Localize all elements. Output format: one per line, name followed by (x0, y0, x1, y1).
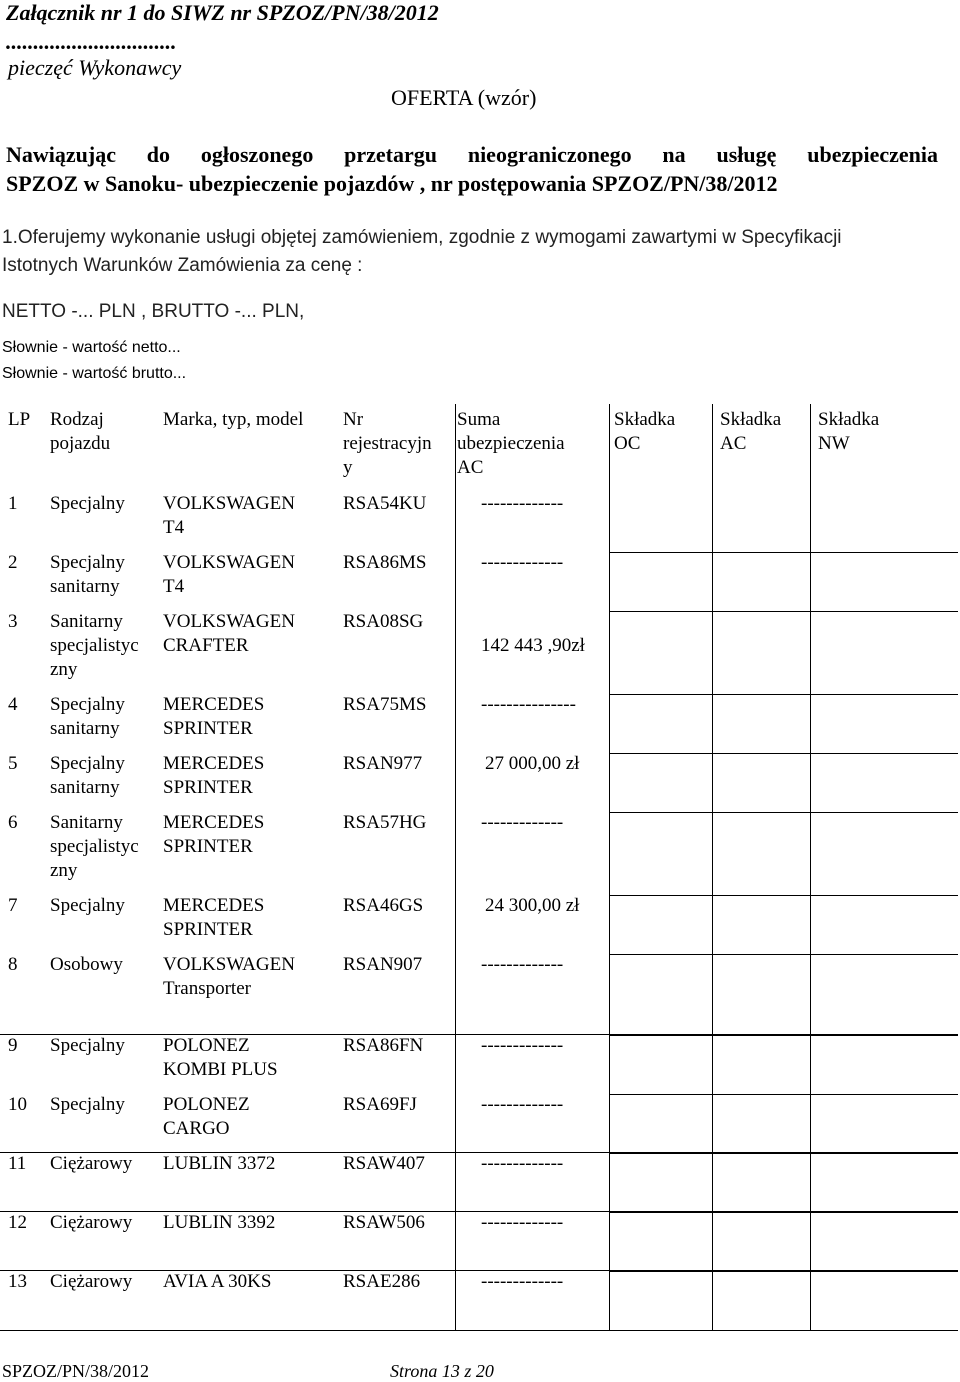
row-model (163, 953, 295, 1001)
row-vehicle-type (50, 894, 125, 918)
row-lp-line: 10 (8, 1094, 27, 1115)
premium-cell-divider (609, 812, 958, 813)
row-vehicle-type (50, 953, 123, 977)
row-model (163, 1211, 275, 1235)
row-lp-line: 13 (8, 1271, 27, 1292)
header-lp-line: LP (8, 409, 31, 430)
premium-cell-divider (609, 1330, 958, 1331)
row-lp (8, 1270, 27, 1294)
row-vehicle-type (50, 610, 139, 682)
header-ac-premium-line: Składka (720, 409, 782, 430)
row-model (163, 693, 264, 741)
header-oc-premium-line: Składka (614, 409, 676, 430)
row-model-line: Transporter (163, 978, 251, 999)
row-registration (343, 1270, 420, 1294)
row-vehicle-type-line: Ciężarowy (50, 1153, 133, 1174)
premium-cell-divider (609, 611, 958, 612)
row-lp-line: 12 (8, 1212, 27, 1233)
row-lp (8, 1034, 18, 1058)
header-registration-line: rejestracyjn (343, 433, 432, 454)
premium-cell-divider (609, 954, 958, 955)
row-model (163, 752, 264, 800)
row-sum-insured (485, 752, 579, 776)
row-lp (8, 752, 18, 776)
row-vehicle-type (50, 1034, 125, 1058)
row-lp-line: 6 (8, 812, 18, 833)
row-registration (343, 492, 426, 516)
attachment-header: Załącznik nr 1 do SIWZ nr SPZOZ/PN/38/2012 (6, 0, 439, 25)
row-model-line: SPRINTER (163, 836, 253, 857)
row-vehicle-type-line: Specjalny (50, 694, 125, 715)
row-sum-insured (481, 953, 563, 977)
row-model-line: MERCEDES (163, 812, 265, 833)
table-column-divider (810, 404, 811, 1330)
row-sum-insured-line: ------------- (481, 812, 564, 833)
row-registration-line: RSA75MS (343, 694, 427, 715)
table-column-divider (455, 404, 456, 1330)
row-registration (343, 693, 426, 717)
header-sum-insured-line: AC (457, 457, 484, 478)
row-lp (8, 953, 18, 977)
premium-cell-divider (609, 1035, 958, 1036)
header-nw-premium (818, 408, 879, 456)
row-sum-insured (481, 492, 563, 516)
premium-cell-divider (609, 1094, 958, 1095)
row-model (163, 811, 264, 859)
row-registration-line: RSAN907 (343, 954, 423, 975)
row-registration-line: RSAN977 (343, 753, 423, 774)
row-vehicle-type-line: specjalistyc (50, 836, 139, 857)
net-value-in-words: Słownie - wartość netto... (2, 339, 181, 356)
footer-doc-number: SPZOZ/PN/38/2012 (2, 1361, 150, 1381)
gross-value-in-words: Słownie - wartość brutto... (2, 365, 187, 382)
row-sum-insured (481, 1093, 563, 1117)
row-lp (8, 894, 18, 918)
row-lp-line: 4 (8, 694, 18, 715)
row-sum-insured (481, 811, 563, 835)
row-vehicle-type-line: Sanitarny (50, 611, 123, 632)
row-sum-insured-line: --------------- (481, 694, 576, 715)
row-model-line: CARGO (163, 1118, 230, 1139)
header-sum-insured-line: ubezpieczenia (457, 433, 565, 454)
header-registration-line: y (343, 457, 353, 478)
header-ac-premium (720, 408, 781, 456)
row-model (163, 1034, 278, 1082)
offer-line-2: Istotnych Warunków Zamówienia za cenę : (2, 255, 363, 276)
row-vehicle-type-line: Specjalny (50, 1094, 125, 1115)
header-vehicle-type (50, 408, 110, 456)
row-registration-line: RSA08SG (343, 611, 424, 632)
row-lp-line: 3 (8, 611, 18, 632)
vehicle-table (0, 404, 958, 1330)
row-registration (343, 551, 426, 575)
row-lp (8, 492, 18, 516)
row-vehicle-type-line: Specjalny (50, 895, 125, 916)
row-vehicle-type (50, 551, 125, 599)
row-sum-insured (481, 1270, 563, 1294)
row-vehicle-type-line: sanitarny (50, 576, 120, 597)
row-sum-insured-line: ------------- (481, 493, 564, 514)
header-lp (8, 408, 30, 432)
stamp-dots: ............................... (6, 29, 177, 54)
row-vehicle-type (50, 1211, 132, 1235)
row-lp-line: 7 (8, 895, 18, 916)
row-sum-insured-line: ------------- (481, 954, 564, 975)
row-model (163, 1270, 271, 1294)
header-registration (343, 408, 432, 480)
premium-cell-divider (609, 1212, 958, 1213)
row-lp-line: 11 (8, 1153, 27, 1174)
row-vehicle-type (50, 1152, 132, 1176)
row-sum-insured (481, 634, 585, 658)
row-model-line: CRAFTER (163, 635, 249, 656)
row-sum-insured-line: ------------- (481, 1153, 564, 1174)
table-column-divider (712, 404, 713, 1330)
header-model (163, 408, 303, 432)
row-vehicle-type (50, 693, 125, 741)
row-sum-insured-line: 24 300,00 zł (485, 895, 580, 916)
intro-line-1: Nawiązując do ogłoszonego przetargu nieograniczonego na usługę ubezpieczenia (6, 142, 938, 167)
header-registration-line: Nr (343, 409, 364, 430)
row-sum-insured-line: 27 000,00 zł (485, 753, 580, 774)
row-sum-insured-line: ------------- (481, 1212, 564, 1233)
row-vehicle-type-line: Specjalny (50, 1035, 125, 1056)
row-lp (8, 610, 18, 634)
row-model (163, 1093, 250, 1141)
row-lp-line: 2 (8, 552, 18, 573)
row-sum-insured-line: 142 443 ,90zł (481, 635, 585, 656)
row-registration (343, 1152, 425, 1176)
row-model-line: VOLKSWAGEN (163, 611, 295, 632)
row-vehicle-type-line: specjalistyc (50, 635, 139, 656)
row-model-line: POLONEZ (163, 1094, 250, 1115)
row-model-line: AVIA A 30KS (163, 1271, 272, 1292)
row-registration-line: RSA69FJ (343, 1094, 417, 1115)
row-registration (343, 894, 423, 918)
row-model-line: SPRINTER (163, 777, 253, 798)
header-oc-premium (614, 408, 675, 456)
header-oc-premium-line: OC (614, 433, 641, 454)
row-registration-line: RSA86MS (343, 552, 427, 573)
row-sum-insured-line: ------------- (481, 1271, 564, 1292)
row-registration-line: RSA57HG (343, 812, 427, 833)
row-model (163, 492, 295, 540)
row-model-line: POLONEZ (163, 1035, 250, 1056)
row-registration-line: RSA86FN (343, 1035, 424, 1056)
row-registration-line: RSAW407 (343, 1153, 425, 1174)
row-model (163, 1152, 275, 1176)
row-vehicle-type-line: Sanitarny (50, 812, 123, 833)
row-vehicle-type (50, 492, 125, 516)
header-sum-insured (457, 408, 565, 480)
price-fields: NETTO -... PLN , BRUTTO -... PLN, (2, 301, 305, 322)
row-sum-insured (481, 1034, 563, 1058)
row-registration (343, 811, 426, 835)
row-model-line: T4 (163, 517, 185, 538)
header-vehicle-type-line: Rodzaj (50, 409, 104, 430)
row-lp-line: 5 (8, 753, 18, 774)
header-vehicle-type-line: pojazdu (50, 433, 111, 454)
row-vehicle-type-line: sanitarny (50, 718, 120, 739)
row-model-line: VOLKSWAGEN (163, 954, 295, 975)
row-vehicle-type-line: zny (50, 659, 78, 680)
row-lp (8, 693, 18, 717)
row-vehicle-type-line: Specjalny (50, 753, 125, 774)
row-model-line: T4 (163, 576, 185, 597)
row-vehicle-type (50, 1270, 132, 1294)
row-sum-insured-line: ------------- (481, 1094, 564, 1115)
row-vehicle-type-line: Ciężarowy (50, 1212, 133, 1233)
row-registration-line: RSAW506 (343, 1212, 425, 1233)
row-vehicle-type-line: Specjalny (50, 552, 125, 573)
row-model-line: VOLKSWAGEN (163, 493, 295, 514)
row-registration (343, 1211, 425, 1235)
premium-cell-divider (609, 694, 958, 695)
contractor-stamp-label: pieczęć Wykonawcy (8, 55, 182, 80)
row-model-line: MERCEDES (163, 753, 265, 774)
header-ac-premium-line: AC (720, 433, 747, 454)
row-lp (8, 1211, 27, 1235)
header-model-line: Marka, typ, model (163, 409, 304, 430)
row-model (163, 551, 295, 599)
premium-cell-divider (609, 1271, 958, 1272)
row-model-line: KOMBI PLUS (163, 1059, 278, 1080)
row-lp (8, 1093, 27, 1117)
row-vehicle-type-line: sanitarny (50, 777, 120, 798)
row-model (163, 894, 264, 942)
premium-cell-divider (609, 753, 958, 754)
row-model-line: LUBLIN 3392 (163, 1212, 276, 1233)
row-sum-insured (481, 693, 576, 717)
row-registration (343, 1093, 417, 1117)
row-lp (8, 811, 18, 835)
row-vehicle-type-line: Osobowy (50, 954, 123, 975)
table-column-divider (609, 404, 610, 1330)
row-model-line: MERCEDES (163, 895, 265, 916)
row-vehicle-type (50, 1093, 125, 1117)
row-sum-insured (481, 1152, 563, 1176)
header-nw-premium-line: Składka (818, 409, 880, 430)
row-registration (343, 752, 422, 776)
row-vehicle-type (50, 752, 125, 800)
row-model-line: SPRINTER (163, 919, 253, 940)
row-sum-insured (481, 551, 563, 575)
row-model-line: SPRINTER (163, 718, 253, 739)
row-sum-insured-line: ------------- (481, 552, 564, 573)
row-lp (8, 551, 18, 575)
row-vehicle-type-line: zny (50, 860, 78, 881)
offer-line-1: 1.Oferujemy wykonanie usługi objętej zamówieniem, zgodnie z wymogami zawartymi w Specyfikacji (2, 227, 842, 248)
row-lp-line: 1 (8, 493, 18, 514)
intro-line-2: SPZOZ w Sanoku- ubezpieczenie pojazdów , nr postępowania SPZOZ/PN/38/2012 (6, 171, 778, 196)
row-registration (343, 953, 422, 977)
premium-cell-divider (609, 1153, 958, 1154)
row-sum-insured-line: ------------- (481, 1035, 564, 1056)
row-sum-insured (481, 1211, 563, 1235)
row-model-line: VOLKSWAGEN (163, 552, 295, 573)
row-registration-line: RSAE286 (343, 1271, 421, 1292)
row-registration-line: RSA54KU (343, 493, 427, 514)
premium-cell-divider (609, 552, 958, 553)
header-nw-premium-line: NW (818, 433, 850, 454)
row-vehicle-type (50, 811, 139, 883)
premium-cell-divider (609, 895, 958, 896)
row-model-line: MERCEDES (163, 694, 265, 715)
row-model-line: LUBLIN 3372 (163, 1153, 276, 1174)
row-model (163, 610, 295, 658)
header-sum-insured-line: Suma (457, 409, 501, 430)
row-vehicle-type-line: Ciężarowy (50, 1271, 133, 1292)
row-registration-line: RSA46GS (343, 895, 424, 916)
row-lp-line: 9 (8, 1035, 18, 1056)
row-registration (343, 610, 423, 634)
row-sum-insured (485, 894, 579, 918)
row-vehicle-type-line: Specjalny (50, 493, 125, 514)
row-registration (343, 1034, 423, 1058)
row-lp (8, 1152, 26, 1176)
page-title: OFERTA (wzór) (391, 85, 537, 110)
row-lp-line: 8 (8, 954, 18, 975)
footer-page-number: Strona 13 z 20 (390, 1361, 494, 1381)
